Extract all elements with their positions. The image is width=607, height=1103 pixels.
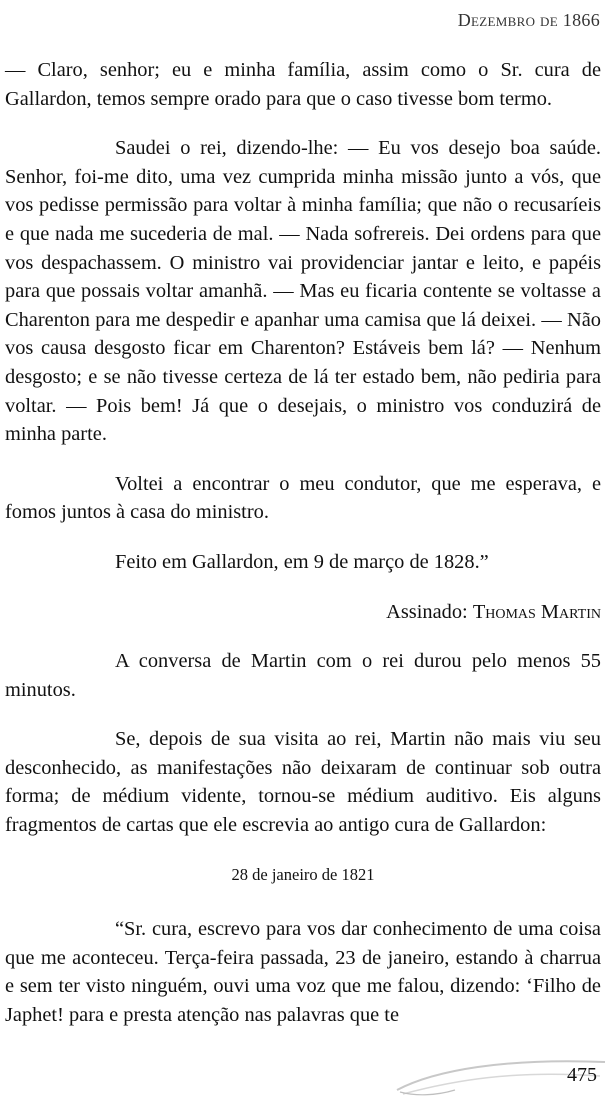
page-number: 475 <box>567 1064 597 1086</box>
paragraph-1: — Claro, senhor; eu e minha família, assim como o Sr. cura de Gallardon, temos sempre orado para que o caso tivesse bom termo. <box>5 59 601 110</box>
paragraph-5: A conversa de Martin com o rei durou pelo menos 55 minutos. <box>5 650 601 701</box>
body-text <box>5 56 601 1051</box>
signature-line <box>5 598 601 627</box>
letter-date: 28 de janeiro de 1821 <box>231 864 375 884</box>
signature-name: Thomas Martin <box>472 600 601 623</box>
signature-label: Assinado: <box>386 600 473 623</box>
paragraph-2: Saudei o rei, dizendo-lhe: — Eu vos desejo boa saúde. Senhor, foi-me dito, uma vez cumprida minha missão junto a vós, que vos pedisse permissão para voltar à minha família; que não o recusaríeis e que nada me sucederia de mal. — Nada sofrereis. Dei ordens para que vos despachassem. O ministro vai providenciar jantar e leito, e papéis para que possais voltar amanhã. — Mas eu ficaria contente se voltasse a Charenton para me despedir e apanhar uma camisa que lá deixei. — Não vos causa desgosto ficar em Charenton? Estáveis bem lá? — Nenhum desgosto; e se não tivesse certeza de lá ter estado bem, não pediria para voltar. — Pois bem! Já que o desejais, o ministro vos conduzirá de minha parte. <box>5 137 601 446</box>
running-head: Dezembro de 1866 <box>457 10 600 30</box>
paragraph-6: Se, depois de sua visita ao rei, Martin não mais viu seu desconhecido, as manifestações não deixaram de continuar sob outra forma; de médium vidente, tornou-se médium auditivo. Eis alguns fragmentos de cartas que ele escrevia ao antigo cura de Gallardon: <box>5 728 601 837</box>
paragraph-4: Feito em Gallardon, em 9 de março de 1828.” <box>115 550 489 573</box>
paragraph-7: “Sr. cura, escrevo para vos dar conhecimento de uma coisa que me aconteceu. Terça-feira passada, 23 de janeiro, estando à charrua e sem ter visto ninguém, ouvi uma voz que me falou, dizendo: ‘Filho de Japhet! para e presta atenção nas palavras que te <box>5 918 601 1027</box>
paragraph-3: Voltei a encontrar o meu condutor, que me esperava, e fomos juntos à casa do ministro. <box>5 472 601 524</box>
